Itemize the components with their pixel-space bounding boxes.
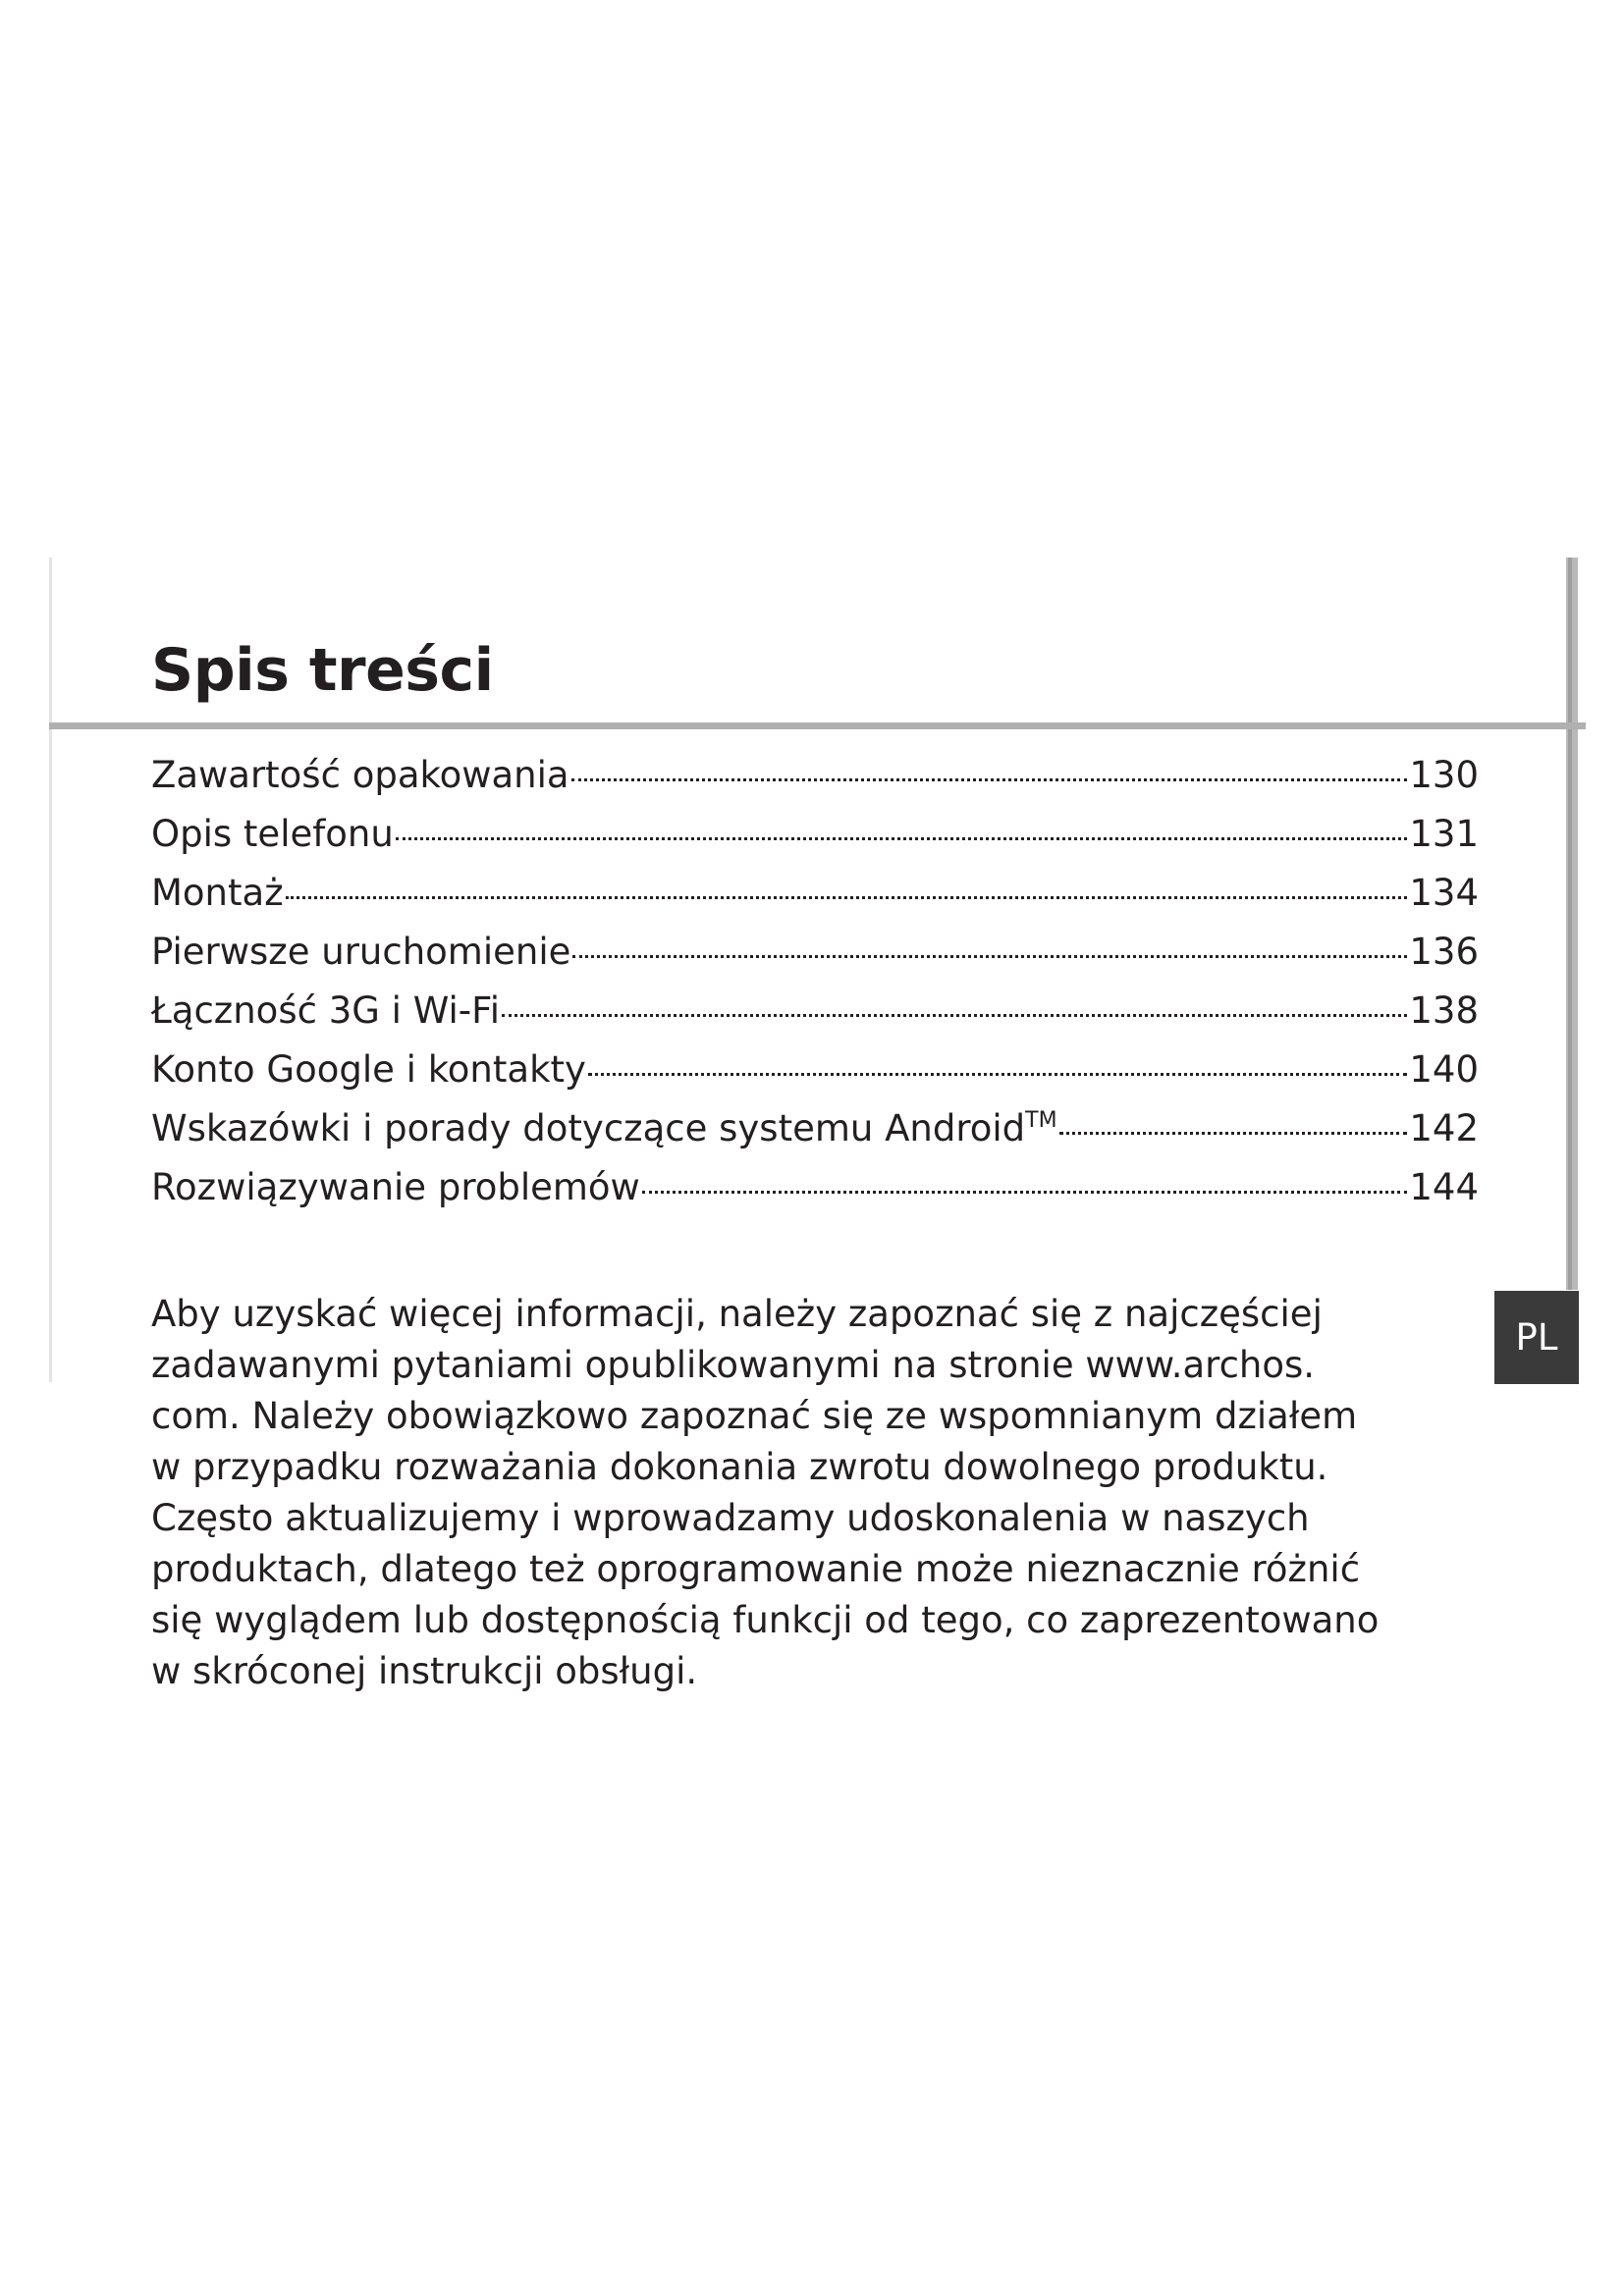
toc-page-number: 134 xyxy=(1409,872,1479,914)
toc-page-number: 144 xyxy=(1409,1166,1479,1208)
toc-dot-leader xyxy=(396,837,1408,840)
trademark-superscript: TM xyxy=(1025,1108,1057,1133)
toc-page-number: 142 xyxy=(1409,1107,1479,1149)
info-paragraph-line: produktach, dlatego też oprogramowanie może nieznacznie różnić xyxy=(151,1548,1361,1590)
toc-page-number: 138 xyxy=(1409,989,1479,1032)
toc-entry-title: Montaż xyxy=(151,872,284,914)
toc-entry[interactable] xyxy=(151,982,1479,1041)
toc-entry-title: Konto Google i kontakty xyxy=(151,1048,586,1091)
info-paragraph-line: w przypadku rozważania dokonania zwrotu dowolnego produktu. xyxy=(151,1446,1328,1488)
toc-entry[interactable] xyxy=(151,1158,1479,1217)
toc-entry-title: Rozwiązywanie problemów xyxy=(151,1166,640,1208)
toc-entry[interactable] xyxy=(151,864,1479,923)
toc-page-number: 131 xyxy=(1409,813,1479,855)
toc-page-number: 130 xyxy=(1409,754,1479,796)
right-margin-rule xyxy=(1566,558,1578,1290)
toc-entry-title: Zawartość opakowania xyxy=(151,754,569,796)
toc-entry[interactable] xyxy=(151,805,1479,864)
toc-entry[interactable] xyxy=(151,746,1479,805)
toc-dot-leader xyxy=(1059,1132,1408,1135)
language-tab: PL xyxy=(1494,1291,1579,1384)
toc-page-number: 136 xyxy=(1409,931,1479,973)
info-paragraph-line: Aby uzyskać więcej informacji, należy zapoznać się z najczęściej xyxy=(151,1293,1323,1335)
toc-dot-leader xyxy=(286,896,1408,899)
toc-dot-leader xyxy=(502,1014,1407,1017)
toc-dot-leader xyxy=(572,955,1407,958)
toc-dot-leader xyxy=(571,778,1408,781)
info-paragraph-line: com. Należy obowiązkowo zapoznać się ze wspomnianym działem xyxy=(151,1395,1358,1437)
toc-dot-leader xyxy=(642,1191,1408,1194)
toc-dot-leader xyxy=(588,1073,1407,1076)
toc-entry-title: Łączność 3G i Wi-Fi xyxy=(151,989,500,1032)
info-paragraph-line: w skróconej instrukcji obsługi. xyxy=(151,1650,698,1692)
info-paragraph-line: się wyglądem lub dostępnością funkcji od tego, co zaprezentowano xyxy=(151,1599,1380,1641)
toc-page-number: 140 xyxy=(1409,1048,1479,1091)
info-paragraph-line: Często aktualizujemy i wprowadzamy udoskonalenia w naszych xyxy=(151,1497,1310,1539)
info-paragraph xyxy=(151,1289,1418,1697)
left-margin-rule xyxy=(49,558,52,1382)
info-paragraph-line: zadawanymi pytaniami opublikowanymi na stronie www.archos. xyxy=(151,1344,1316,1386)
toc-entry-title: Wskazówki i porady dotyczące systemu Android™ xyxy=(151,1107,1057,1149)
title-underline-rule xyxy=(49,722,1586,729)
toc-entry-title: Opis telefonu xyxy=(151,813,394,855)
toc-entry[interactable] xyxy=(151,1099,1479,1158)
page-title: Spis treści xyxy=(151,636,494,705)
table-of-contents xyxy=(151,746,1479,1217)
toc-entry-title: Pierwsze uruchomienie xyxy=(151,931,571,973)
toc-entry[interactable] xyxy=(151,1041,1479,1099)
toc-entry[interactable] xyxy=(151,923,1479,982)
